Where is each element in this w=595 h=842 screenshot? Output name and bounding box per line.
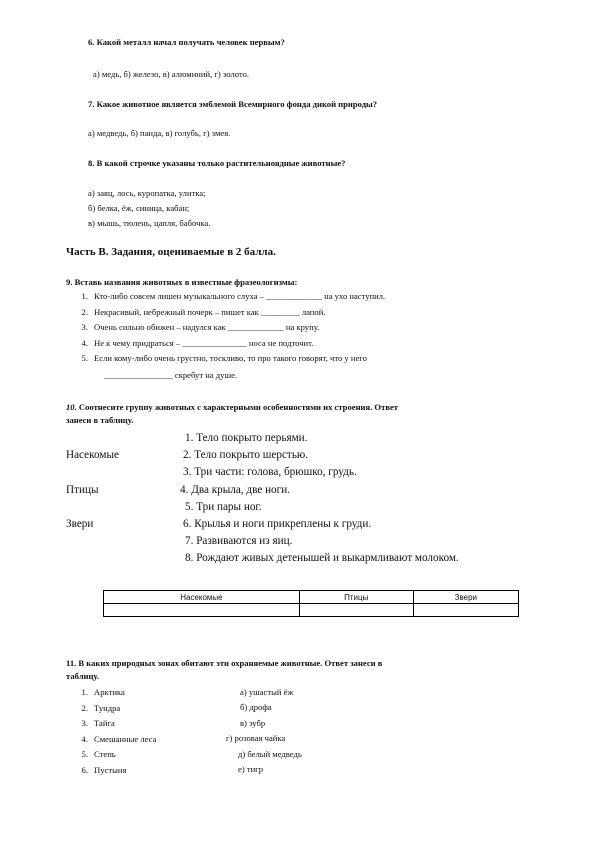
q10-question-cont: занеси в таблицу.: [66, 415, 134, 425]
list-item: 4. Не к чему придраться – _______________ носа не подточит.: [81, 337, 314, 348]
q10-number: 10.: [66, 402, 77, 412]
animal-a: а) ушастый ёж: [240, 687, 294, 697]
table-row: [104, 604, 519, 617]
table-header-insects: Насекомые: [104, 591, 300, 604]
q7-question: 7. Какое животное является эмблемой Всемирного фонда дикой природы?: [88, 99, 378, 109]
feature-2: 2. Тело покрыто шерстью.: [183, 449, 309, 461]
q8-option-b: б) белка, ёж, синица, кабан;: [88, 203, 190, 213]
animal-c: в) зубр: [240, 718, 266, 728]
q11-question: 11. В каких природных зонах обитают эти охраняемые животные. Ответ занеси в: [66, 658, 383, 668]
answer-cell: [413, 604, 518, 617]
answer-cell: [104, 604, 300, 617]
part-b-heading: Часть В. Задания, оцениваемые в 2 балла.: [66, 246, 276, 258]
list-item: 1. Арктика: [81, 687, 125, 697]
q9-list: [66, 289, 385, 367]
list-item: 4. Смешанные леса: [81, 733, 157, 744]
q6-answers: а) медь, б) железо, в) алюминий, г) золото.: [93, 69, 250, 79]
q11-question-cont: таблицу.: [66, 671, 100, 681]
q10-answer-table: [103, 590, 519, 617]
q11-zones-list: [66, 685, 156, 778]
feature-5: 5. Три пары ног.: [185, 501, 262, 513]
list-item: 5. Если кому-либо очень грустно, тоскливо, то про такого говорят, что у него: [81, 353, 367, 363]
table-header-birds: Птицы: [299, 591, 413, 604]
feature-1: 1. Тело покрыто перьями.: [185, 432, 308, 444]
list-item: 3. Тайга: [81, 718, 115, 728]
feature-7: 7. Развиваются из яиц.: [185, 535, 293, 547]
animal-d: г) розовая чайка: [226, 733, 286, 743]
list-item: 2. Некрасивый, небрежный почерк – пишет как _________ лапой.: [81, 306, 326, 317]
feature-4: 4. Два крыла, две ноги.: [180, 484, 291, 496]
q8-option-a: а) заяц, лось, куропатка, улитка;: [88, 188, 206, 198]
group-insects: Насекомые: [66, 449, 119, 461]
q8-option-c: в) мышь, тюлень, цапля, бабочка.: [88, 218, 211, 228]
animal-f: е) тигр: [238, 764, 264, 774]
table-header-mammals: Звери: [413, 591, 518, 604]
q6-question: 6. Какой металл начал получать человек первым?: [88, 37, 285, 47]
q7-answers: а) медведь, б) панда, в) голубь, г) змея.: [88, 128, 231, 138]
table-row: [104, 591, 519, 604]
list-item: 5. Степь: [81, 749, 116, 759]
list-item: 6. Пустыня: [81, 764, 127, 775]
animal-e: д) белый медведь: [238, 749, 302, 759]
q9-question: 9. Вставь названия животных в известные фразеологизмы:: [66, 277, 298, 287]
answer-cell: [299, 604, 413, 617]
feature-8: 8. Рождают живых детенышей и выкармливают молоком.: [185, 552, 459, 564]
list-item: 1. Кто-либо совсем лишен музыкального слуха – _____________ на ухо наступил.: [81, 291, 386, 301]
group-mammals: Звери: [66, 518, 94, 530]
feature-3: 3. Три части: голова, брюшко, грудь.: [183, 466, 357, 478]
q10-question: 10. Соотнесите группу животных с характерными особенностями их строения. Ответ: [66, 402, 399, 412]
list-item: 3. Очень сильно обижен – надулся как _____________ на крупу.: [81, 322, 320, 332]
q9-item5-continuation: ________________ скребут на душе.: [104, 370, 238, 380]
animal-b: б) дрофа: [240, 702, 272, 712]
feature-6: 6. Крылья и ноги прикреплены к груди.: [183, 518, 372, 530]
q8-question: 8. В какой строчке указаны только растительноядные животные?: [88, 158, 346, 168]
list-item: 2. Тундра: [81, 702, 121, 713]
group-birds: Птицы: [66, 484, 99, 496]
